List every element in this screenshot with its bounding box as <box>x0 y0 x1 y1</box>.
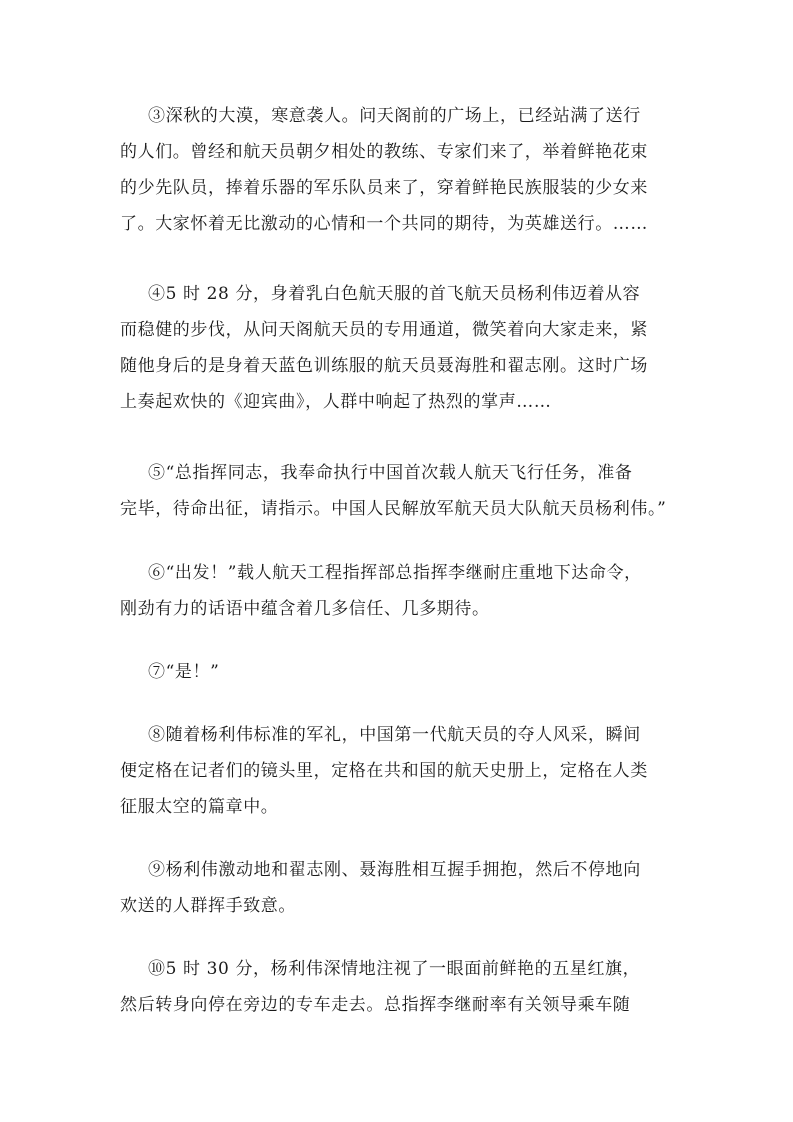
text-line: 刚劲有力的话语中蕴含着几多信任、几多期待。 <box>120 599 490 619</box>
text-line: 征服太空的篇章中。 <box>120 797 279 817</box>
text-line: ⑥“出发！”载人航天工程指挥部总指挥李继耐庄重地下达命令， <box>148 563 642 583</box>
paragraph-5 <box>120 455 676 527</box>
text-line: 了。大家怀着无比激动的心情和一个共同的期待，为英雄送行。…… <box>120 214 648 234</box>
paragraph-9 <box>120 852 676 924</box>
text-line: ⑨杨利伟激动地和翟志刚、聂海胜相互握手拥抱，然后不停地向 <box>148 860 641 880</box>
paragraph-6 <box>120 555 676 627</box>
text-line: ⑤“总指挥同志，我奉命执行中国首次载人航天飞行任务，准备 <box>148 463 633 483</box>
paragraph-10 <box>120 951 676 1023</box>
text-line: ③深秋的大漠，寒意袭人。问天阁前的广场上，已经站满了送行 <box>148 106 641 126</box>
paragraph-4 <box>120 276 676 420</box>
text-line: 欢送的人群挥手致意。 <box>120 896 296 916</box>
text-line: ⑦“是！” <box>148 662 220 682</box>
text-line: ⑧随着杨利伟标准的军礼，中国第一代航天员的夺人风采，瞬间 <box>148 725 641 745</box>
paragraph-7 <box>120 654 676 690</box>
text-line: 的少先队员，捧着乐器的军乐队员来了，穿着鲜艳民族服装的少女来 <box>120 178 648 198</box>
text-line: 的人们。曾经和航天员朝夕相处的教练、专家们来了，举着鲜艳花束 <box>120 142 648 162</box>
text-line: ④5 时 28 分，身着乳白色航天服的首飞航天员杨利伟迈着从容 <box>148 284 641 304</box>
text-line: 然后转身向停在旁边的专车走去。总指挥李继耐率有关领导乘车随 <box>120 995 631 1015</box>
text-line: 随他身后的是身着天蓝色训练服的航天员聂海胜和翟志刚。这时广场 <box>120 356 648 376</box>
text-line: 上奏起欢快的《迎宾曲》，人群中响起了热烈的掌声…… <box>120 392 552 412</box>
text-line: ⑩5 时 30 分，杨利伟深情地注视了一眼面前鲜艳的五星红旗， <box>148 959 641 979</box>
text-line: 而稳健的步伐，从问天阁航天员的专用通道，微笑着向大家走来，紧 <box>120 320 648 340</box>
paragraph-3 <box>120 98 676 242</box>
text-line: 便定格在记者们的镜头里，定格在共和国的航天史册上，定格在人类 <box>120 761 648 781</box>
paragraph-8 <box>120 717 676 825</box>
text-line: 完毕，待命出征，请指示。中国人民解放军航天员大队航天员杨利伟。” <box>120 499 667 519</box>
